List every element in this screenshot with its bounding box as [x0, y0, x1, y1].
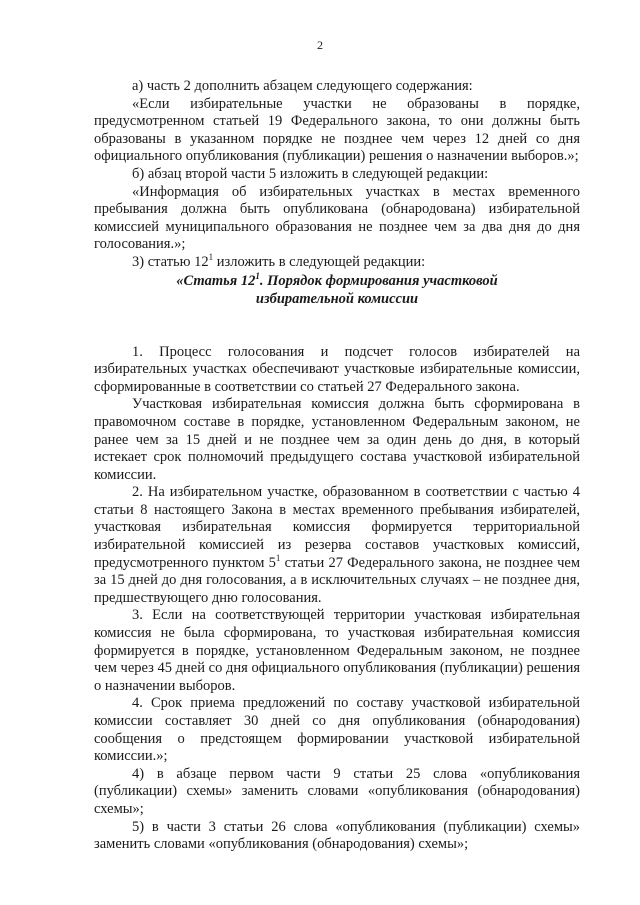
paragraph-quote-polling-stations: «Если избирательные участки не образованы в порядке, предусмотренном статьей 19 Федерального закона, то они должны быть образованы в указанном порядке не позднее чем через 12 дней со дня официального опубликования (публикации) решения о назначении выборов.»; — [94, 95, 580, 165]
paragraph-amend-3-text: 3) статью 12 — [132, 253, 209, 270]
article-heading — [94, 272, 580, 308]
paragraph-amend-b: б) абзац второй части 5 изложить в следующей редакции: — [132, 165, 489, 182]
paragraph-article-4: 4. Срок приема предложений по составу участковой избирательной комиссии составляет 30 дней со дня опубликования (обнародования) сообщения о предстоящем формировании участковой избирательной комиссии.»; — [94, 695, 580, 765]
document-body — [94, 78, 580, 854]
paragraph-amend-3 — [94, 251, 580, 272]
superscript: 1 — [208, 251, 214, 262]
article-heading-rest: . Порядок формирования участковой — [259, 272, 498, 289]
paragraph-article-2-superscript: 1 — [275, 552, 281, 563]
paragraph-article-1: 1. Процесс голосования и подсчет голосов избирателей на избирательных участках обеспечивают участковые избирательные комиссии, сформированные в соответствии со статьей 27 Федерального закона. — [94, 343, 580, 395]
paragraph-quote-information: «Информация об избирательных участках в местах временного пребывания должна быть опубликована (обнародована) избирательной комиссией муниципального образования не позднее чем за два дня до дня голосования.»; — [94, 183, 580, 253]
paragraph-amend-3-tail: изложить в следующей редакции: — [213, 253, 426, 270]
paragraph-amend-5: 5) в части 3 статьи 26 слова «опубликования (публикации) схемы» заменить словами «опубликования (обнародования) схемы»; — [94, 818, 580, 853]
article-heading-superscript: 1 — [255, 270, 260, 281]
paragraph-amend-4: 4) в абзаце первом части 9 статьи 25 слова «опубликования (публикации) схемы» заменить словами «опубликования (обнародования) схемы»; — [94, 765, 580, 817]
article-heading-start: «Статья 12 — [176, 272, 256, 289]
paragraph-article-3: 3. Если на соответствующей территории участковая избирательная комиссия не была сформирована, то участковая избирательная комиссия формируется в порядке, установленном Федеральным законом, не позднее чем через 45 дней со дня официального опубликования (публикации) решения о назначении выборов. — [94, 607, 580, 694]
page-number: 2 — [317, 38, 323, 52]
paragraph-article-2-text: 2. На избирательном участке, образованном в соответствии с частью 4 статьи 8 настоящего Закона в местах временного пребывания избирателей, участковая избирательная комиссия формируется территориальной избирательной комиссией из резерва составов участковых комиссий, предусмотренного пунктом 5 — [94, 484, 580, 571]
paragraph-article-2 — [94, 484, 580, 607]
paragraph-article-1-cont: Участковая избирательная комиссия должна быть сформирована в правомочном составе в порядке, установленном Федеральным законом, не ранее чем за 15 дней и не позднее чем за один день до дня, в который истекает срок полномочий предыдущего состава участковой избирательной комиссии. — [94, 396, 580, 483]
article-heading-line-1 — [94, 272, 580, 290]
article-heading-line-2: избирательной комиссии — [255, 290, 419, 307]
paragraph-article-2-tail: статьи 27 Федерального закона, не позднее чем за 15 дней до дня голосования, а в исключительных случаях – не позднее дня, предшествующего дню голосования. — [94, 554, 580, 606]
paragraph-amend-a: а) часть 2 дополнить абзацем следующего содержания: — [132, 78, 473, 94]
